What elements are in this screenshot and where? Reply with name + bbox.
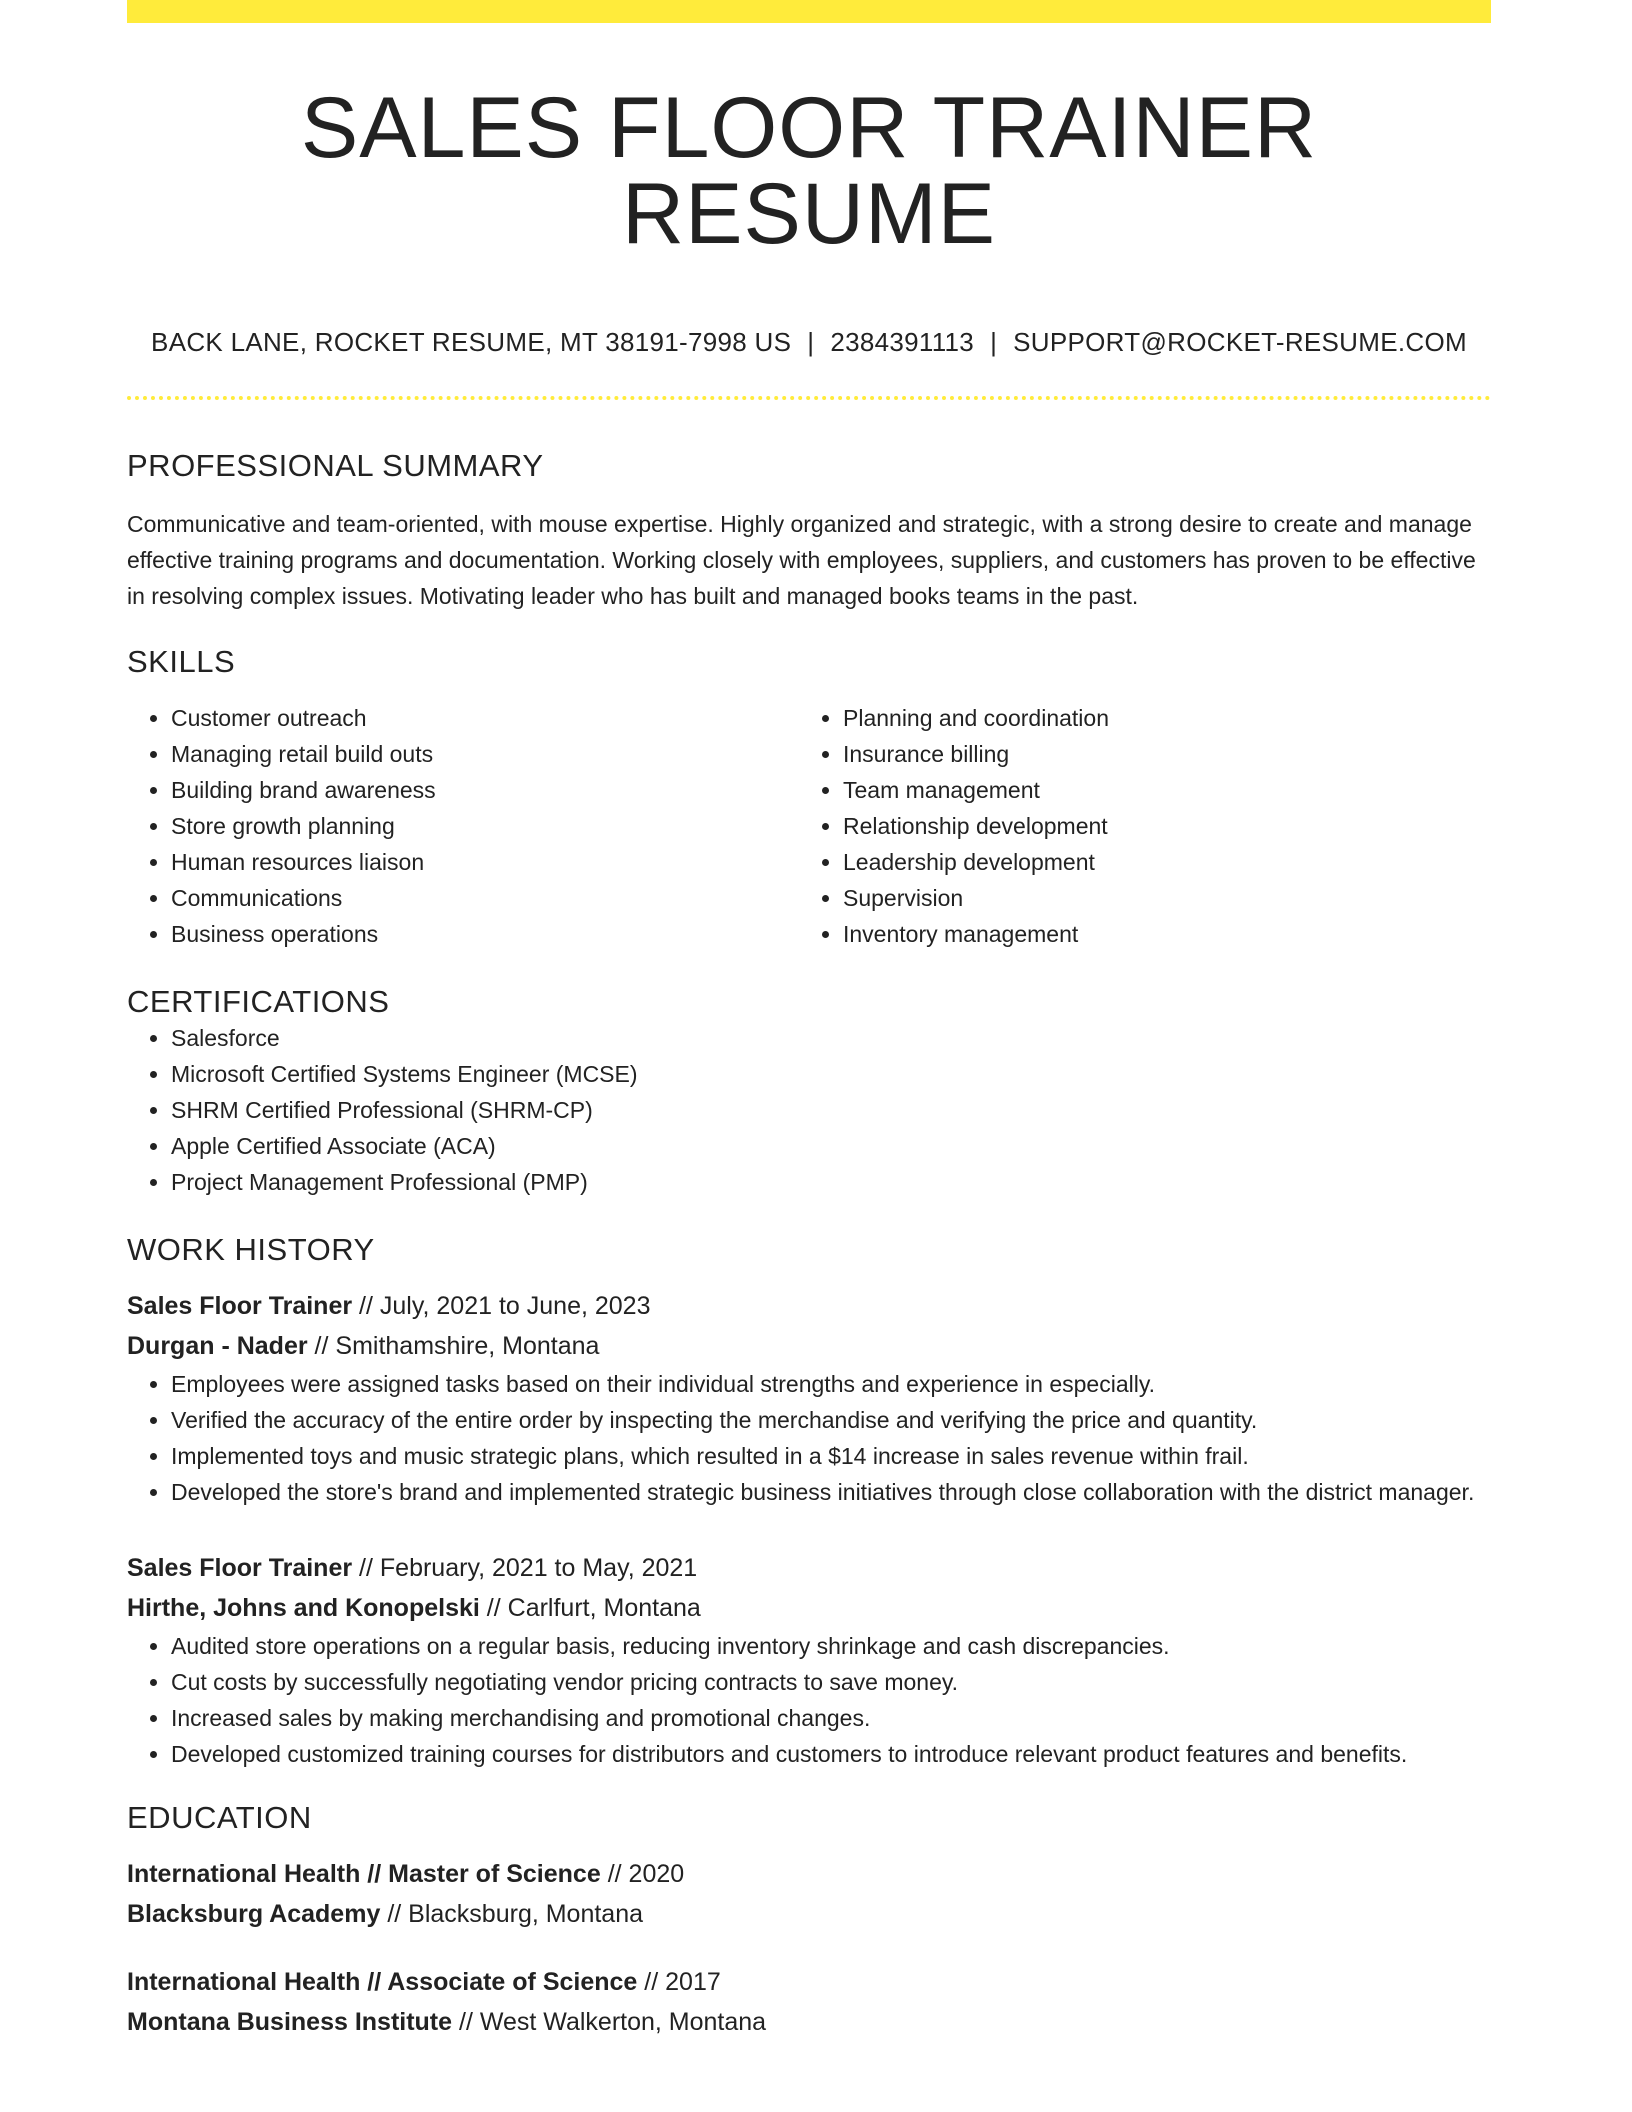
work-history-heading: WORK HISTORY — [127, 1232, 375, 1267]
job-header — [127, 1286, 1491, 1366]
job-duty: • Developed customized training courses for distributors and customers to introduce relevant product features and benefits. — [171, 1736, 1491, 1772]
job-company: Durgan - Nader — [127, 1332, 308, 1360]
skills-columns — [127, 700, 1491, 952]
education-divider: // — [644, 1968, 659, 1996]
education-school-line — [127, 1894, 1491, 1934]
job-title: Sales Floor Trainer — [127, 1292, 353, 1320]
job-company-line — [127, 1588, 1491, 1628]
skill-item: • Relationship development — [843, 808, 1471, 844]
certification-item: • Apple Certified Associate (ACA) — [171, 1128, 1491, 1164]
skills-right-column — [799, 700, 1471, 952]
skills-heading: SKILLS — [127, 644, 236, 679]
job-duties-list — [127, 1366, 1491, 1510]
education-entry — [127, 1854, 1491, 1934]
education-divider: // — [459, 2008, 473, 2036]
job-duty: • Cut costs by successfully negotiating vendor pricing contracts to save money. — [171, 1664, 1491, 1700]
resume-page — [127, 0, 1491, 2042]
job-company-line — [127, 1326, 1491, 1366]
certification-item: • Salesforce — [171, 1020, 1491, 1056]
job-location: Smithamshire, Montana — [335, 1332, 600, 1360]
certifications-list — [127, 1020, 1491, 1200]
contact-phone: 2384391113 — [830, 327, 975, 357]
job-duty: • Developed the store's brand and implemented strategic business initiatives through close collaboration with the district manager. — [171, 1474, 1491, 1510]
contact-email[interactable]: SUPPORT@ROCKET-RESUME.COM — [1013, 327, 1467, 357]
contact-separator: | — [807, 327, 815, 357]
skill-item: • Human resources liaison — [171, 844, 799, 880]
job-duty: • Employees were assigned tasks based on their individual strengths and experience in especially. — [171, 1366, 1491, 1402]
summary-text: Communicative and team-oriented, with mouse expertise. Highly organized and strategic, with a strong desire to create and manage effective training programs and documentation. Working closely with employees, suppliers, and customers has proven to be effective in resolving complex issues. Motivating leader who has built and managed books teams in the past. — [127, 511, 1476, 609]
job-dates: July, 2021 to June, 2023 — [379, 1292, 651, 1320]
job-duty: • Increased sales by making merchandising and promotional changes. — [171, 1700, 1491, 1736]
job-duty: • Verified the accuracy of the entire order by inspecting the merchandise and verifying the price and quantity. — [171, 1402, 1491, 1438]
education-school: Montana Business Institute — [127, 2008, 453, 2036]
contact-separator: | — [990, 327, 998, 357]
resume-title: SALES FLOOR TRAINER RESUME — [300, 80, 1318, 262]
job-duty: • Implemented toys and music strategic plans, which resulted in a $14 increase in sales revenue within frail. — [171, 1438, 1491, 1474]
certification-item: • Microsoft Certified Systems Engineer (MCSE) — [171, 1056, 1491, 1092]
skill-item: • Planning and coordination — [843, 700, 1471, 736]
skill-item: • Building brand awareness — [171, 772, 799, 808]
contact-line — [127, 327, 1491, 358]
skill-item: • Store growth planning — [171, 808, 799, 844]
contact-address: BACK LANE, ROCKET RESUME, MT 38191-7998 US — [151, 327, 792, 357]
job-divider: // — [314, 1332, 329, 1360]
job-header — [127, 1548, 1491, 1628]
skill-item: • Managing retail build outs — [171, 736, 799, 772]
job-company: Hirthe, Johns and Konopelski — [127, 1594, 480, 1622]
education-year: 2017 — [665, 1968, 721, 1996]
skills-right-list — [799, 700, 1471, 952]
skill-item: • Inventory management — [843, 916, 1471, 952]
skills-left-column — [127, 700, 799, 952]
job-divider: // — [359, 1292, 373, 1320]
skill-item: • Team management — [843, 772, 1471, 808]
skill-item: • Communications — [171, 880, 799, 916]
job-duty: • Audited store operations on a regular basis, reducing inventory shrinkage and cash discrepancies. — [171, 1628, 1491, 1664]
education-school-line — [127, 2002, 1491, 2042]
education-divider: // — [387, 1900, 402, 1928]
job-title-line — [127, 1548, 1491, 1588]
summary-heading: PROFESSIONAL SUMMARY — [127, 448, 544, 483]
skill-item: • Leadership development — [843, 844, 1471, 880]
job-title: Sales Floor Trainer — [127, 1554, 353, 1582]
education-year: 2020 — [628, 1860, 685, 1888]
education-divider: // — [607, 1860, 622, 1888]
skills-left-list — [127, 700, 799, 952]
education-degree-line — [127, 1854, 1491, 1894]
education-location: West Walkerton, Montana — [479, 2008, 767, 2036]
education-degree: International Health // Master of Science — [127, 1860, 601, 1888]
job-location: Carlfurt, Montana — [507, 1594, 701, 1622]
education-school: Blacksburg Academy — [127, 1900, 381, 1928]
certification-item: • Project Management Professional (PMP) — [171, 1164, 1491, 1200]
certification-item: • SHRM Certified Professional (SHRM-CP) — [171, 1092, 1491, 1128]
header-divider — [127, 396, 1491, 400]
education-degree-line — [127, 1962, 1491, 2002]
job-duties-list — [127, 1628, 1491, 1772]
skill-item: • Supervision — [843, 880, 1471, 916]
skill-item: • Customer outreach — [171, 700, 799, 736]
job-divider: // — [359, 1554, 373, 1582]
skill-item: • Business operations — [171, 916, 799, 952]
education-heading: EDUCATION — [127, 1800, 312, 1835]
education-location: Blacksburg, Montana — [408, 1900, 644, 1928]
skill-item: • Insurance billing — [843, 736, 1471, 772]
certifications-heading: CERTIFICATIONS — [127, 984, 390, 1019]
job-divider: // — [486, 1594, 501, 1622]
job-dates: February, 2021 to May, 2021 — [379, 1554, 698, 1582]
top-accent-bar — [127, 0, 1491, 23]
education-entry — [127, 1962, 1491, 2042]
education-degree: International Health // Associate of Science — [127, 1968, 638, 1996]
job-title-line — [127, 1286, 1491, 1326]
